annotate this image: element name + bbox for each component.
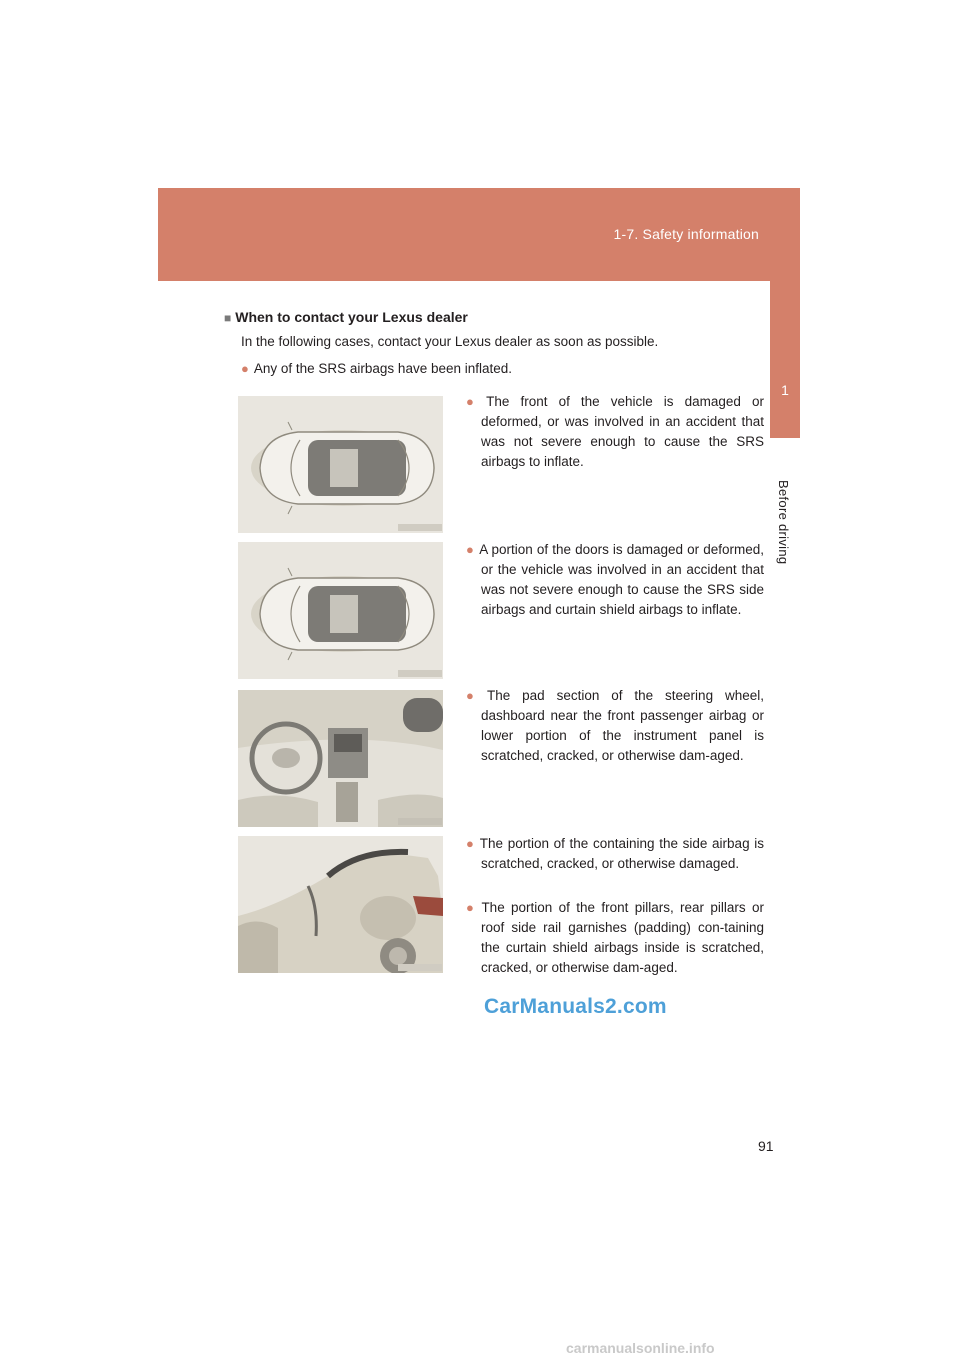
square-bullet-icon: ■ bbox=[224, 311, 232, 325]
list-item-text: A portion of the doors is damaged or deformed, or the vehicle was involved in an accident that was not severe enough to cause the SRS side airbags and curtain shield airbags to inflate. bbox=[479, 542, 764, 617]
list-item bbox=[466, 898, 764, 978]
bottom-watermark: carmanualsonline.info bbox=[566, 1340, 715, 1356]
chapter-tab bbox=[770, 188, 800, 438]
list-item-text: The portion of the front pillars, rear pillars or roof side rail garnishes (padding) con-taining the curtain shield airbags inside is scratched, cracked, or otherwise dam-aged. bbox=[481, 900, 764, 975]
round-bullet-icon: ● bbox=[466, 542, 475, 557]
list-item-text: The pad section of the steering wheel, dashboard near the front passenger airbag or lower portion of the instrument panel is scratched, cracked, or otherwise dam-aged. bbox=[481, 688, 764, 763]
round-bullet-icon: ● bbox=[466, 688, 482, 703]
dashboard-image bbox=[238, 690, 443, 827]
bullet-item bbox=[241, 361, 512, 376]
list-item bbox=[466, 834, 764, 874]
car-cutaway-image bbox=[238, 836, 443, 973]
list-item bbox=[466, 540, 764, 620]
section-heading bbox=[224, 309, 468, 325]
round-bullet-icon: ● bbox=[241, 361, 249, 376]
round-bullet-icon: ● bbox=[466, 394, 482, 409]
page-number: 91 bbox=[758, 1138, 774, 1154]
round-bullet-icon: ● bbox=[466, 836, 475, 851]
car-top-view-image bbox=[238, 396, 443, 533]
list-item-text: The front of the vehicle is damaged or deformed, or was involved in an accident that was not severe enough to cause the SRS airbags to inflate. bbox=[481, 394, 764, 469]
list-item bbox=[466, 392, 764, 472]
watermark: CarManuals2.com bbox=[484, 995, 667, 1018]
bullet-item-text: Any of the SRS airbags have been inflated. bbox=[253, 361, 513, 376]
chapter-label: Before driving bbox=[776, 480, 791, 565]
section-heading-text: When to contact your Lexus dealer bbox=[235, 309, 468, 325]
intro-paragraph: In the following cases, contact your Lexus dealer as soon as possible. bbox=[241, 334, 659, 349]
round-bullet-icon: ● bbox=[466, 900, 477, 915]
list-item-text: The portion of the containing the side airbag is scratched, cracked, or otherwise damaged. bbox=[479, 836, 764, 871]
header-band bbox=[158, 188, 799, 281]
list-item bbox=[466, 686, 764, 766]
section-title: 1-7. Safety information bbox=[613, 226, 759, 242]
chapter-number: 1 bbox=[781, 382, 789, 398]
car-top-view-image bbox=[238, 542, 443, 679]
